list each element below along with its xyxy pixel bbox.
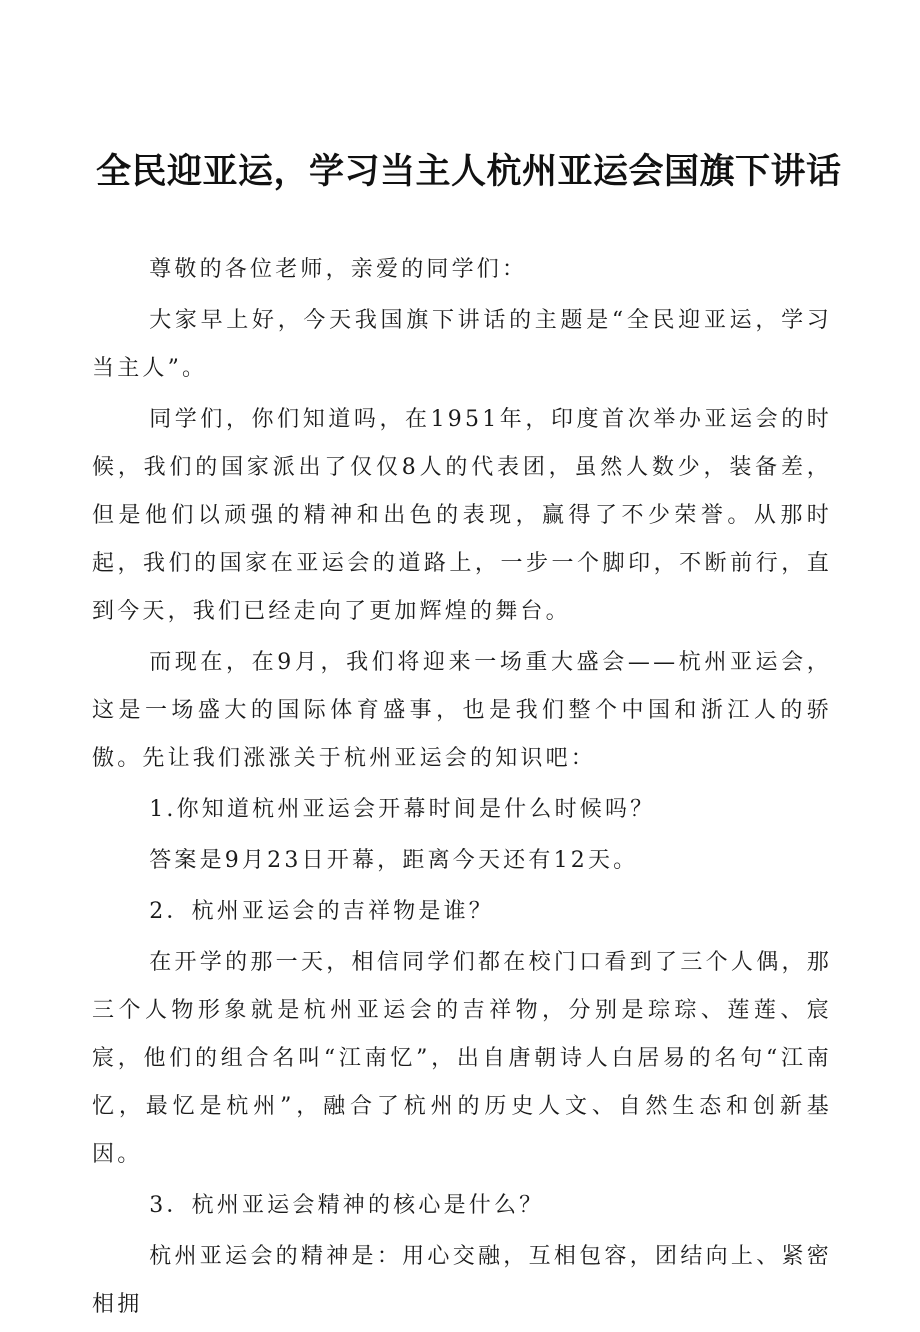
- answer-2: 在开学的那一天，相信同学们都在校门口看到了三个人偶，那三个人物形象就是杭州亚运会的吉祥物，分别是琮琮、莲莲、宸宸，他们的组合名叫“江南忆”，出自唐朝诗人白居易的名句“江南忆，最忆是杭州”，融合了杭州的历史人文、自然生态和创新基因。: [92, 950, 832, 1167]
- question-2: 2．杭州亚运会的吉祥物是谁？: [149, 899, 494, 924]
- answer-3: 杭州亚运会的精神是：用心交融，互相包容，团结向上、紧密相拥: [92, 1244, 832, 1317]
- paragraph-greeting: 尊敬的各位老师，亲爱的同学们：: [149, 257, 528, 282]
- question-1: 1.你知道杭州亚运会开幕时间是什么时候吗？: [149, 797, 656, 822]
- question-3: 3．杭州亚运会精神的核心是什么？: [149, 1193, 545, 1218]
- paragraph-announcement: 而现在，在9月，我们将迎来一场重大盛会——杭州亚运会，这是一场盛大的国际体育盛事，也是我们整个中国和浙江人的骄傲。先让我们涨涨关于杭州亚运会的知识吧：: [92, 650, 832, 771]
- paragraph-history: 同学们，你们知道吗，在1951年，印度首次举办亚运会的时候，我们的国家派出了仅仅8人的代表团，虽然人数少，装备差，但是他们以顽强的精神和出色的表现，赢得了不少荣誉。从那时起，我们的国家在亚运会的道路上，一步一个脚印，不断前行，直到今天，我们已经走向了更加辉煌的舞台。: [92, 407, 832, 624]
- answer-1: 答案是9月23日开幕，距离今天还有12天。: [149, 848, 639, 873]
- document-title: 全民迎亚运，学习当主人杭州亚运会国旗下讲话: [96, 152, 842, 192]
- paragraph-topic: 大家早上好，今天我国旗下讲话的主题是“全民迎亚运，学习当主人”。: [92, 308, 832, 381]
- document-body: [92, 246, 832, 1332]
